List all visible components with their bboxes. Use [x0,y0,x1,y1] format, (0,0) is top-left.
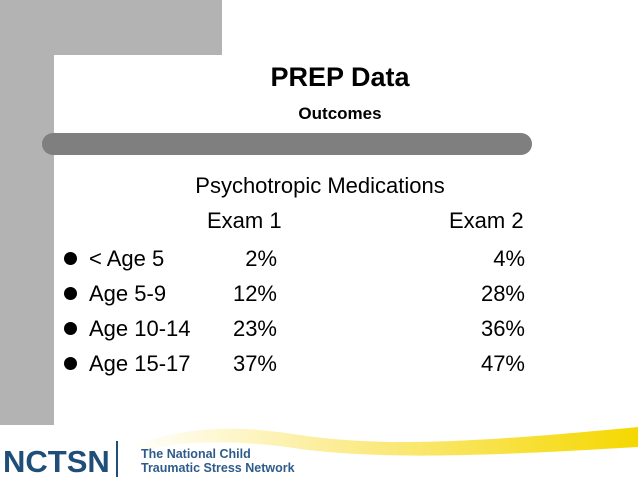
exam1-value: 37% [232,351,277,376]
bullet-icon [64,252,77,265]
row-label: Age 10-14 [89,316,191,341]
row-label: Age 5-9 [89,281,167,306]
column-header-exam2: Exam 2 [449,208,524,233]
organization-name-line1: The National Child [141,447,251,461]
column-header-exam1: Exam 1 [207,208,282,233]
row-label: < Age 5 [89,246,165,271]
table-row [0,277,638,311]
logo-divider [116,441,118,477]
organization-name-line2: Traumatic Stress Network [141,461,295,475]
bullet-icon [64,287,77,300]
organization-name [141,447,295,475]
bullet-icon [64,322,77,335]
bullet-icon [64,357,77,370]
slide-subtitle: Outcomes [298,104,382,123]
exam1-value: 23% [232,316,277,341]
slide-title: PREP Data [270,62,410,92]
nctsn-logo: NCTSN [3,444,110,479]
title-divider-bar [42,133,532,155]
table-heading: Psychotropic Medications [195,173,445,198]
table-row [0,312,638,346]
exam2-value: 28% [480,281,525,306]
exam2-value: 4% [493,246,525,271]
exam2-value: 47% [480,351,525,376]
table-row [0,242,638,276]
row-label: Age 15-17 [89,351,191,376]
exam1-value: 2% [245,246,277,271]
exam2-value: 36% [480,316,525,341]
table-row [0,347,638,381]
exam1-value: 12% [232,281,277,306]
